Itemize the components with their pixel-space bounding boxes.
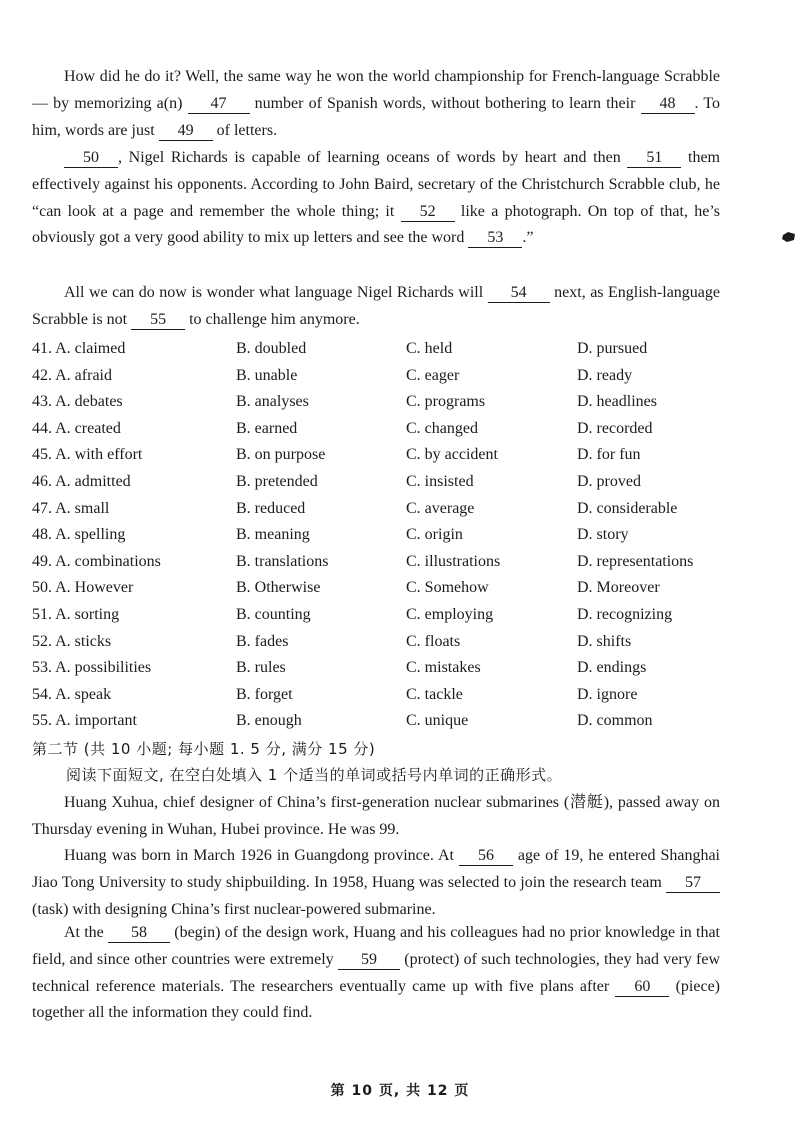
option-row-51: 51. A. sorting B. counting C. employing D. recognizing: [32, 605, 673, 623]
option-row-44: 44. A. created B. earned C. changed D. recorded: [32, 419, 653, 437]
blank-56: 56: [459, 847, 513, 866]
blank-60: 60: [615, 978, 669, 997]
passage-paragraph-3: All we can do now is wonder what language Nigel Richards will 54 next, as English-language Scrabble is not 55 to challenge him anymore.: [32, 284, 720, 328]
blank-50: 50: [64, 149, 118, 168]
option-row-53: 53. A. possibilities B. rules C. mistakes D. endings: [32, 659, 647, 677]
option-row-52: 52. A. sticks B. fades C. floats D. shifts: [32, 632, 632, 650]
blank-54: 54: [488, 284, 550, 303]
option-row-41: 41. A. claimed B. doubled C. held D. pursued: [32, 340, 648, 357]
option-row-50: 50. A. However B. Otherwise C. Somehow D. Moreover: [32, 579, 660, 597]
blank-57: 57: [666, 874, 720, 893]
blank-52: 52: [401, 203, 455, 222]
option-row-49: 49. A. combinations B. translations C. illustrations D. representations: [32, 552, 694, 570]
blank-53: 53: [468, 229, 522, 248]
blank-48: 48: [641, 95, 695, 114]
option-row-45: 45. A. with effort B. on purpose C. by accident D. for fun: [32, 446, 641, 464]
passage2-paragraph-1: Huang Xuhua, chief designer of China’s first-generation nuclear submarines (潜艇), passed away on Thursday evening in Wuhan, Hubei province. He was 99.: [32, 794, 720, 838]
option-row-43: 43. A. debates B. analyses C. programs D. headlines: [32, 393, 657, 411]
option-row-46: 46. A. admitted B. pretended C. insisted D. proved: [32, 472, 641, 490]
option-row-55: 55. A. important B. enough C. unique D. common: [32, 712, 653, 730]
printer-mark-icon: [782, 232, 796, 242]
section-instruction: 阅读下面短文, 在空白处填入 1 个适当的单词或括号内单词的正确形式。: [66, 766, 563, 784]
blank-47: 47: [188, 95, 250, 114]
blank-55: 55: [131, 311, 185, 330]
option-row-48: 48. A. spelling B. meaning C. origin D. story: [32, 526, 629, 544]
passage2-paragraph-3: At the 58 (begin) of the design work, Huang and his colleagues had no prior knowledge in that field, and since other countries were extremely 59 (protect) of such technologies, they had very few technical reference materials. The researchers eventually came up with five plans after 60 (piece) together all the information they could find.: [32, 924, 721, 1022]
blank-49: 49: [159, 122, 213, 141]
option-row-47: 47. A. small B. reduced C. average D. considerable: [32, 499, 678, 517]
passage-paragraph-1: How did he do it? Well, the same way he won the world championship for French-language Scrabble — by memorizing a(n) 47 number of Spanish words, without bothering to learn their 48 . To him, words are just 49 of letters.: [32, 68, 720, 139]
blank-58: 58: [108, 924, 170, 943]
options-list: [32, 336, 732, 735]
section-title: 第二节 (共 10 小题; 每小题 1. 5 分, 满分 15 分): [32, 740, 376, 758]
passage-paragraph-2: 50 , Nigel Richards is capable of learning oceans of words by heart and then 51 them effectively against his opponents. According to John Baird, secretary of the Christchurch Scrabble club, he “can look at a page and remember the whole thing; it 52 like a photograph. On top of that, he’s obviously got a very good ability to mix up letters and see the word 53 .”: [32, 149, 721, 247]
option-row-54: 54. A. speak B. forget C. tackle D. ignore: [32, 685, 638, 703]
blank-59: 59: [338, 951, 400, 970]
passage2-paragraph-2: Huang was born in March 1926 in Guangdong province. At 56 age of 19, he entered Shanghai Jiao Tong University to study shipbuilding. In 1958, Huang was selected to join the research team 57 (task) with designing China’s first nuclear-powered submarine.: [32, 847, 720, 918]
page-footer: 第 10 页, 共 12 页: [330, 1083, 470, 1099]
blank-51: 51: [627, 149, 681, 168]
option-row-42: 42. A. afraid B. unable C. eager D. ready: [32, 366, 633, 384]
